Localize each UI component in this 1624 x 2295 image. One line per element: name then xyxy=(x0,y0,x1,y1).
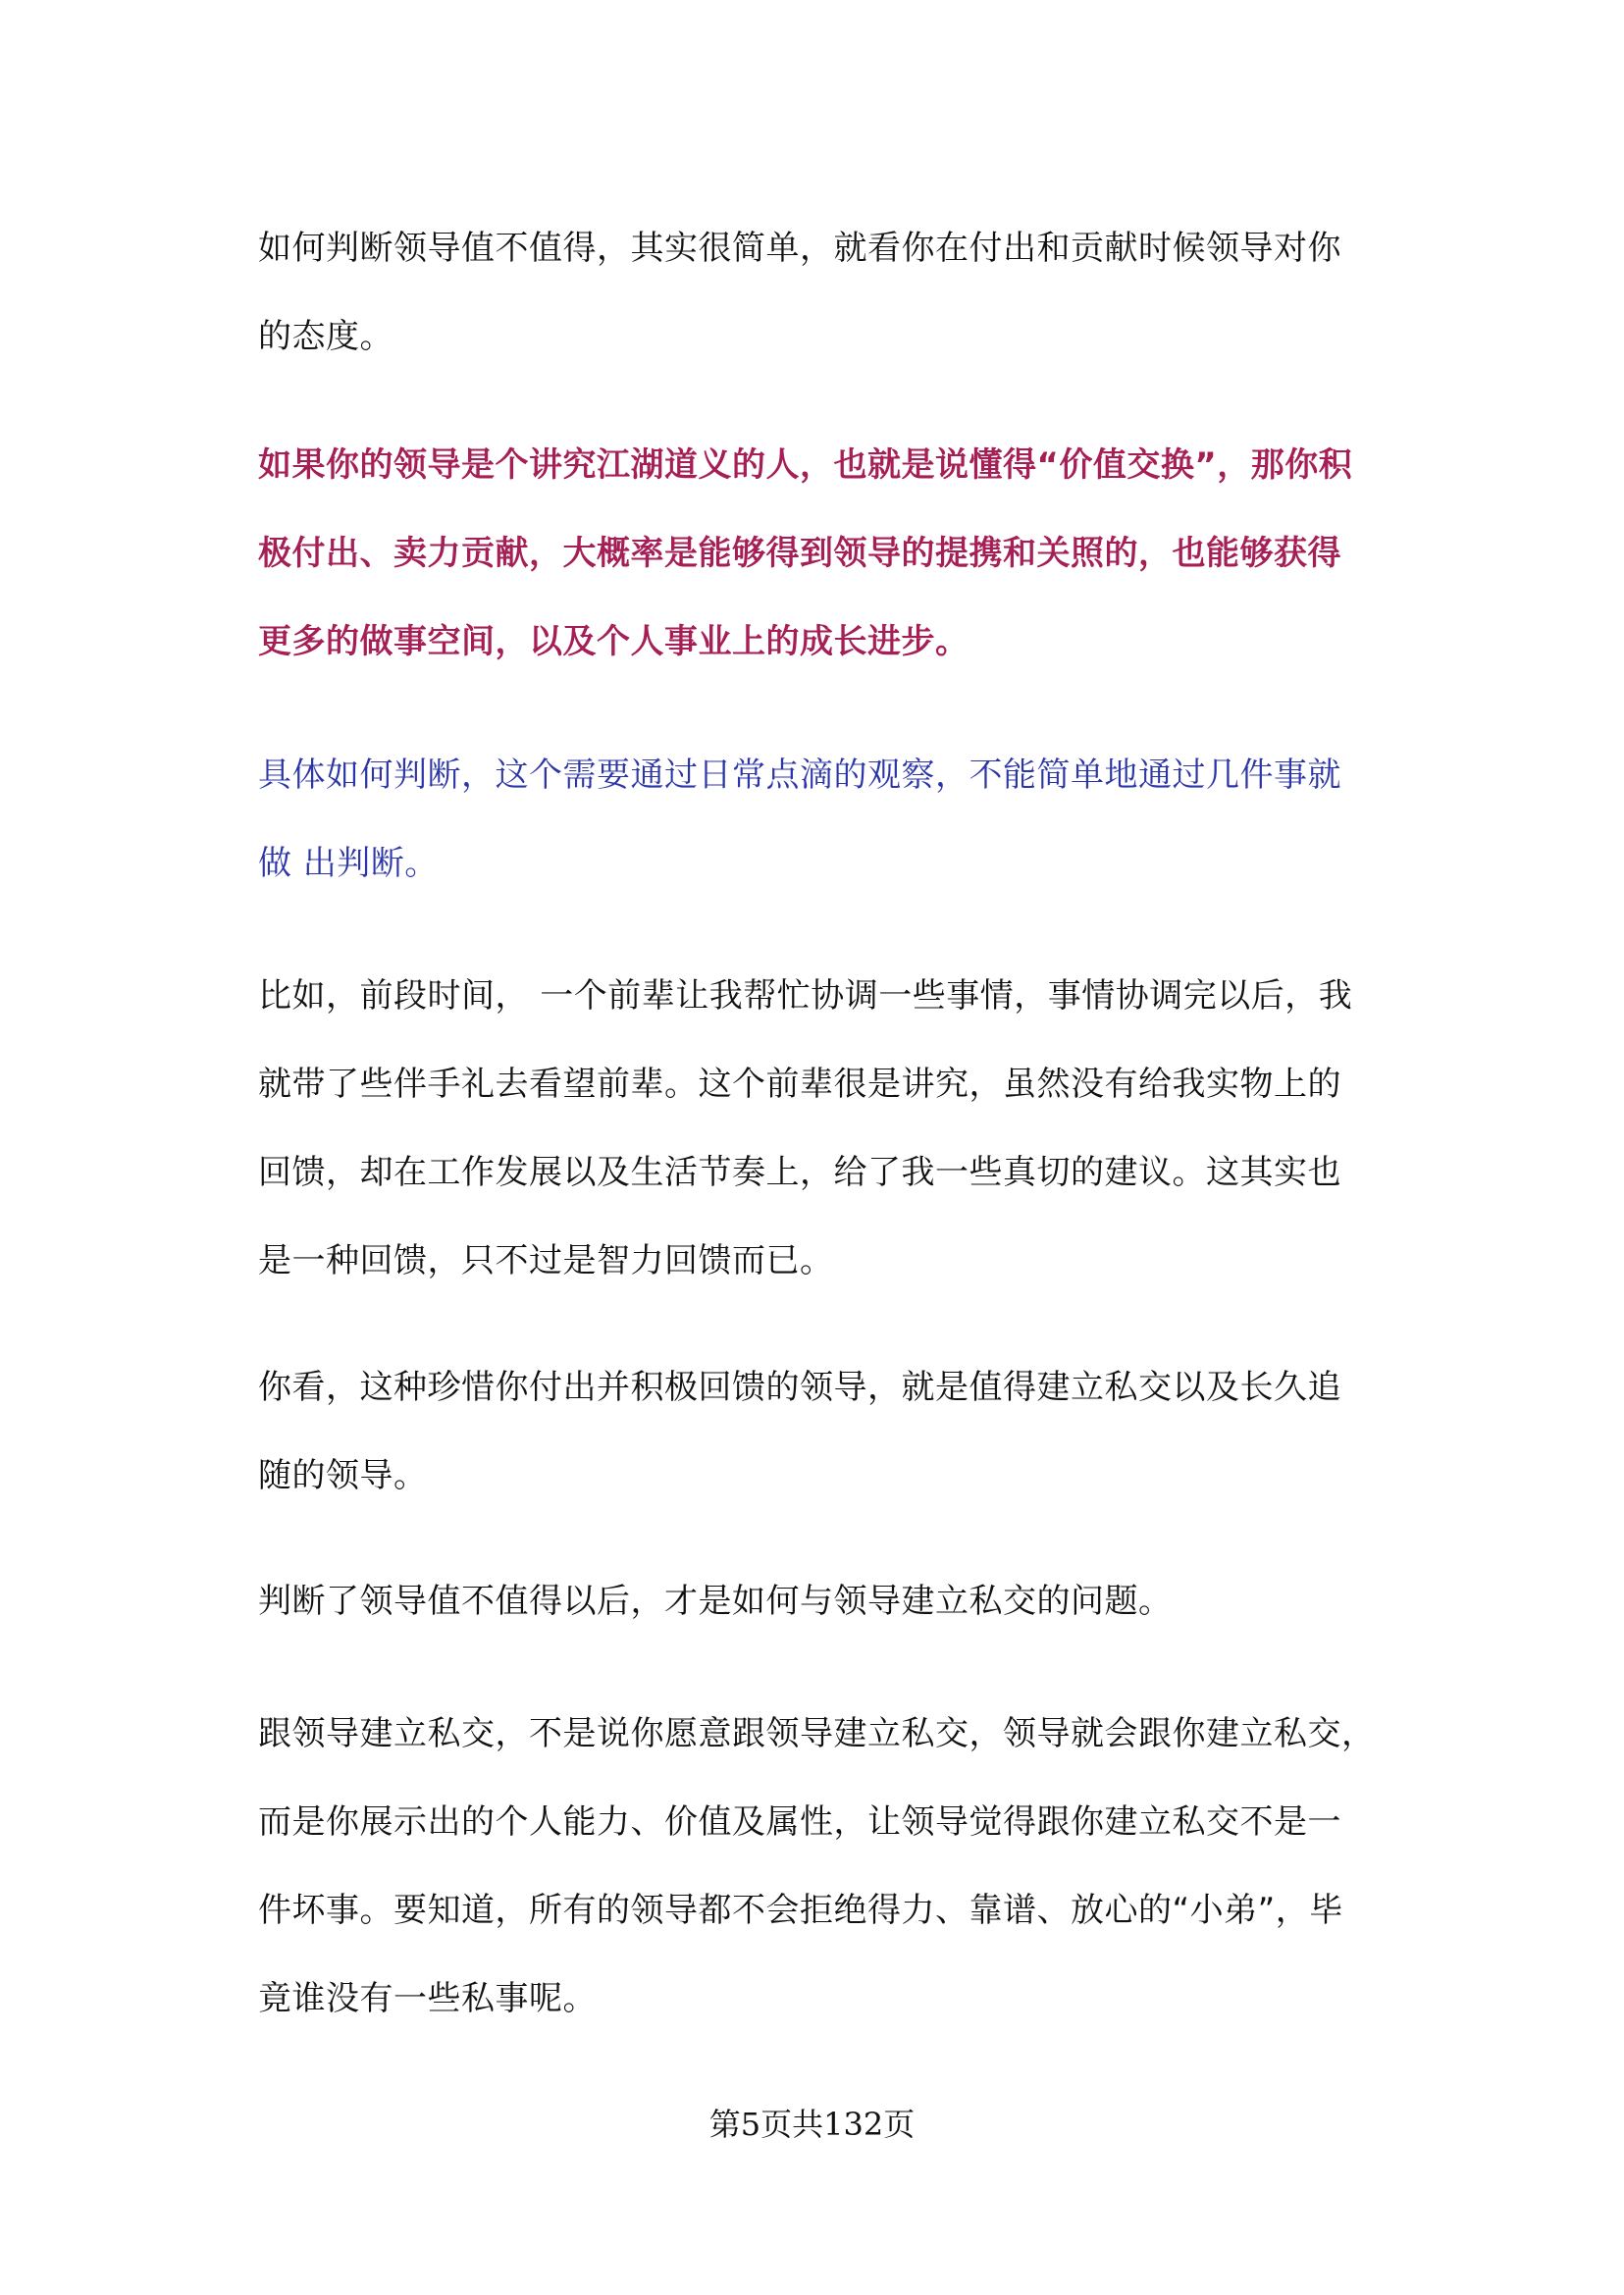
text-line: 回馈，却在工作发展以及生活节奏上，给了我一些真切的建议。这其实也 xyxy=(258,1153,1341,1192)
paragraph-6 xyxy=(258,1557,1382,1645)
text-line: 件坏事。要知道，所有的领导都不会拒绝得力、靠谱、放心的“小弟”，毕 xyxy=(258,1891,1343,1930)
text-line: 就带了些伴手礼去看望前辈。这个前辈很是讲究，虽然没有给我实物上的 xyxy=(258,1065,1341,1104)
text-line: 具体如何判断，这个需要通过日常点滴的观察，不能简单地通过几件事就 xyxy=(258,756,1341,795)
text-line: 你看，这种珍惜你付出并积极回馈的领导，就是值得建立私交以及长久追 xyxy=(258,1368,1341,1407)
text-line: 的态度。 xyxy=(258,317,393,356)
paragraph-2-highlight-red xyxy=(258,421,1382,686)
text-line: 而是你展示出的个人能力、价值及属性，让领导觉得跟你建立私交不是一 xyxy=(258,1802,1341,1842)
text-line: 判断了领导值不值得以后，才是如何与领导建立私交的问题。 xyxy=(258,1582,1173,1621)
page-number-footer: 第5页共132页 xyxy=(708,2106,916,2143)
text-line: 跟领导建立私交，不是说你愿意跟领导建立私交，领导就会跟你建立私交， xyxy=(258,1714,1376,1753)
text-line: 更多的做事空间，以及个人事业上的成长进步。 xyxy=(258,622,969,661)
paragraph-5 xyxy=(258,1343,1382,1520)
paragraph-7 xyxy=(258,1690,1382,2043)
text-line: 做 出判断。 xyxy=(258,844,439,883)
text-line: 如何判断领导值不值得，其实很简单，就看你在付出和贡献时候领导对你 xyxy=(258,229,1341,268)
paragraph-1 xyxy=(258,204,1382,381)
text-line: 比如，前段时间， 一个前辈让我帮忙协调一些事情，事情协调完以后，我 xyxy=(258,976,1353,1016)
text-line: 随的领导。 xyxy=(258,1456,428,1495)
paragraph-3-highlight-blue xyxy=(258,731,1382,908)
text-line: 竟谁没有一些私事呢。 xyxy=(258,1979,597,2018)
paragraph-4 xyxy=(258,952,1382,1305)
text-line: 极付出、卖力贡献，大概率是能够得到领导的提携和关照的，也能够获得 xyxy=(258,534,1341,573)
text-line: 如果你的领导是个讲究江湖道义的人，也就是说懂得“价值交换”，那你积 xyxy=(258,445,1353,485)
text-line: 是一种回馈，只不过是智力回馈而已。 xyxy=(258,1241,834,1280)
